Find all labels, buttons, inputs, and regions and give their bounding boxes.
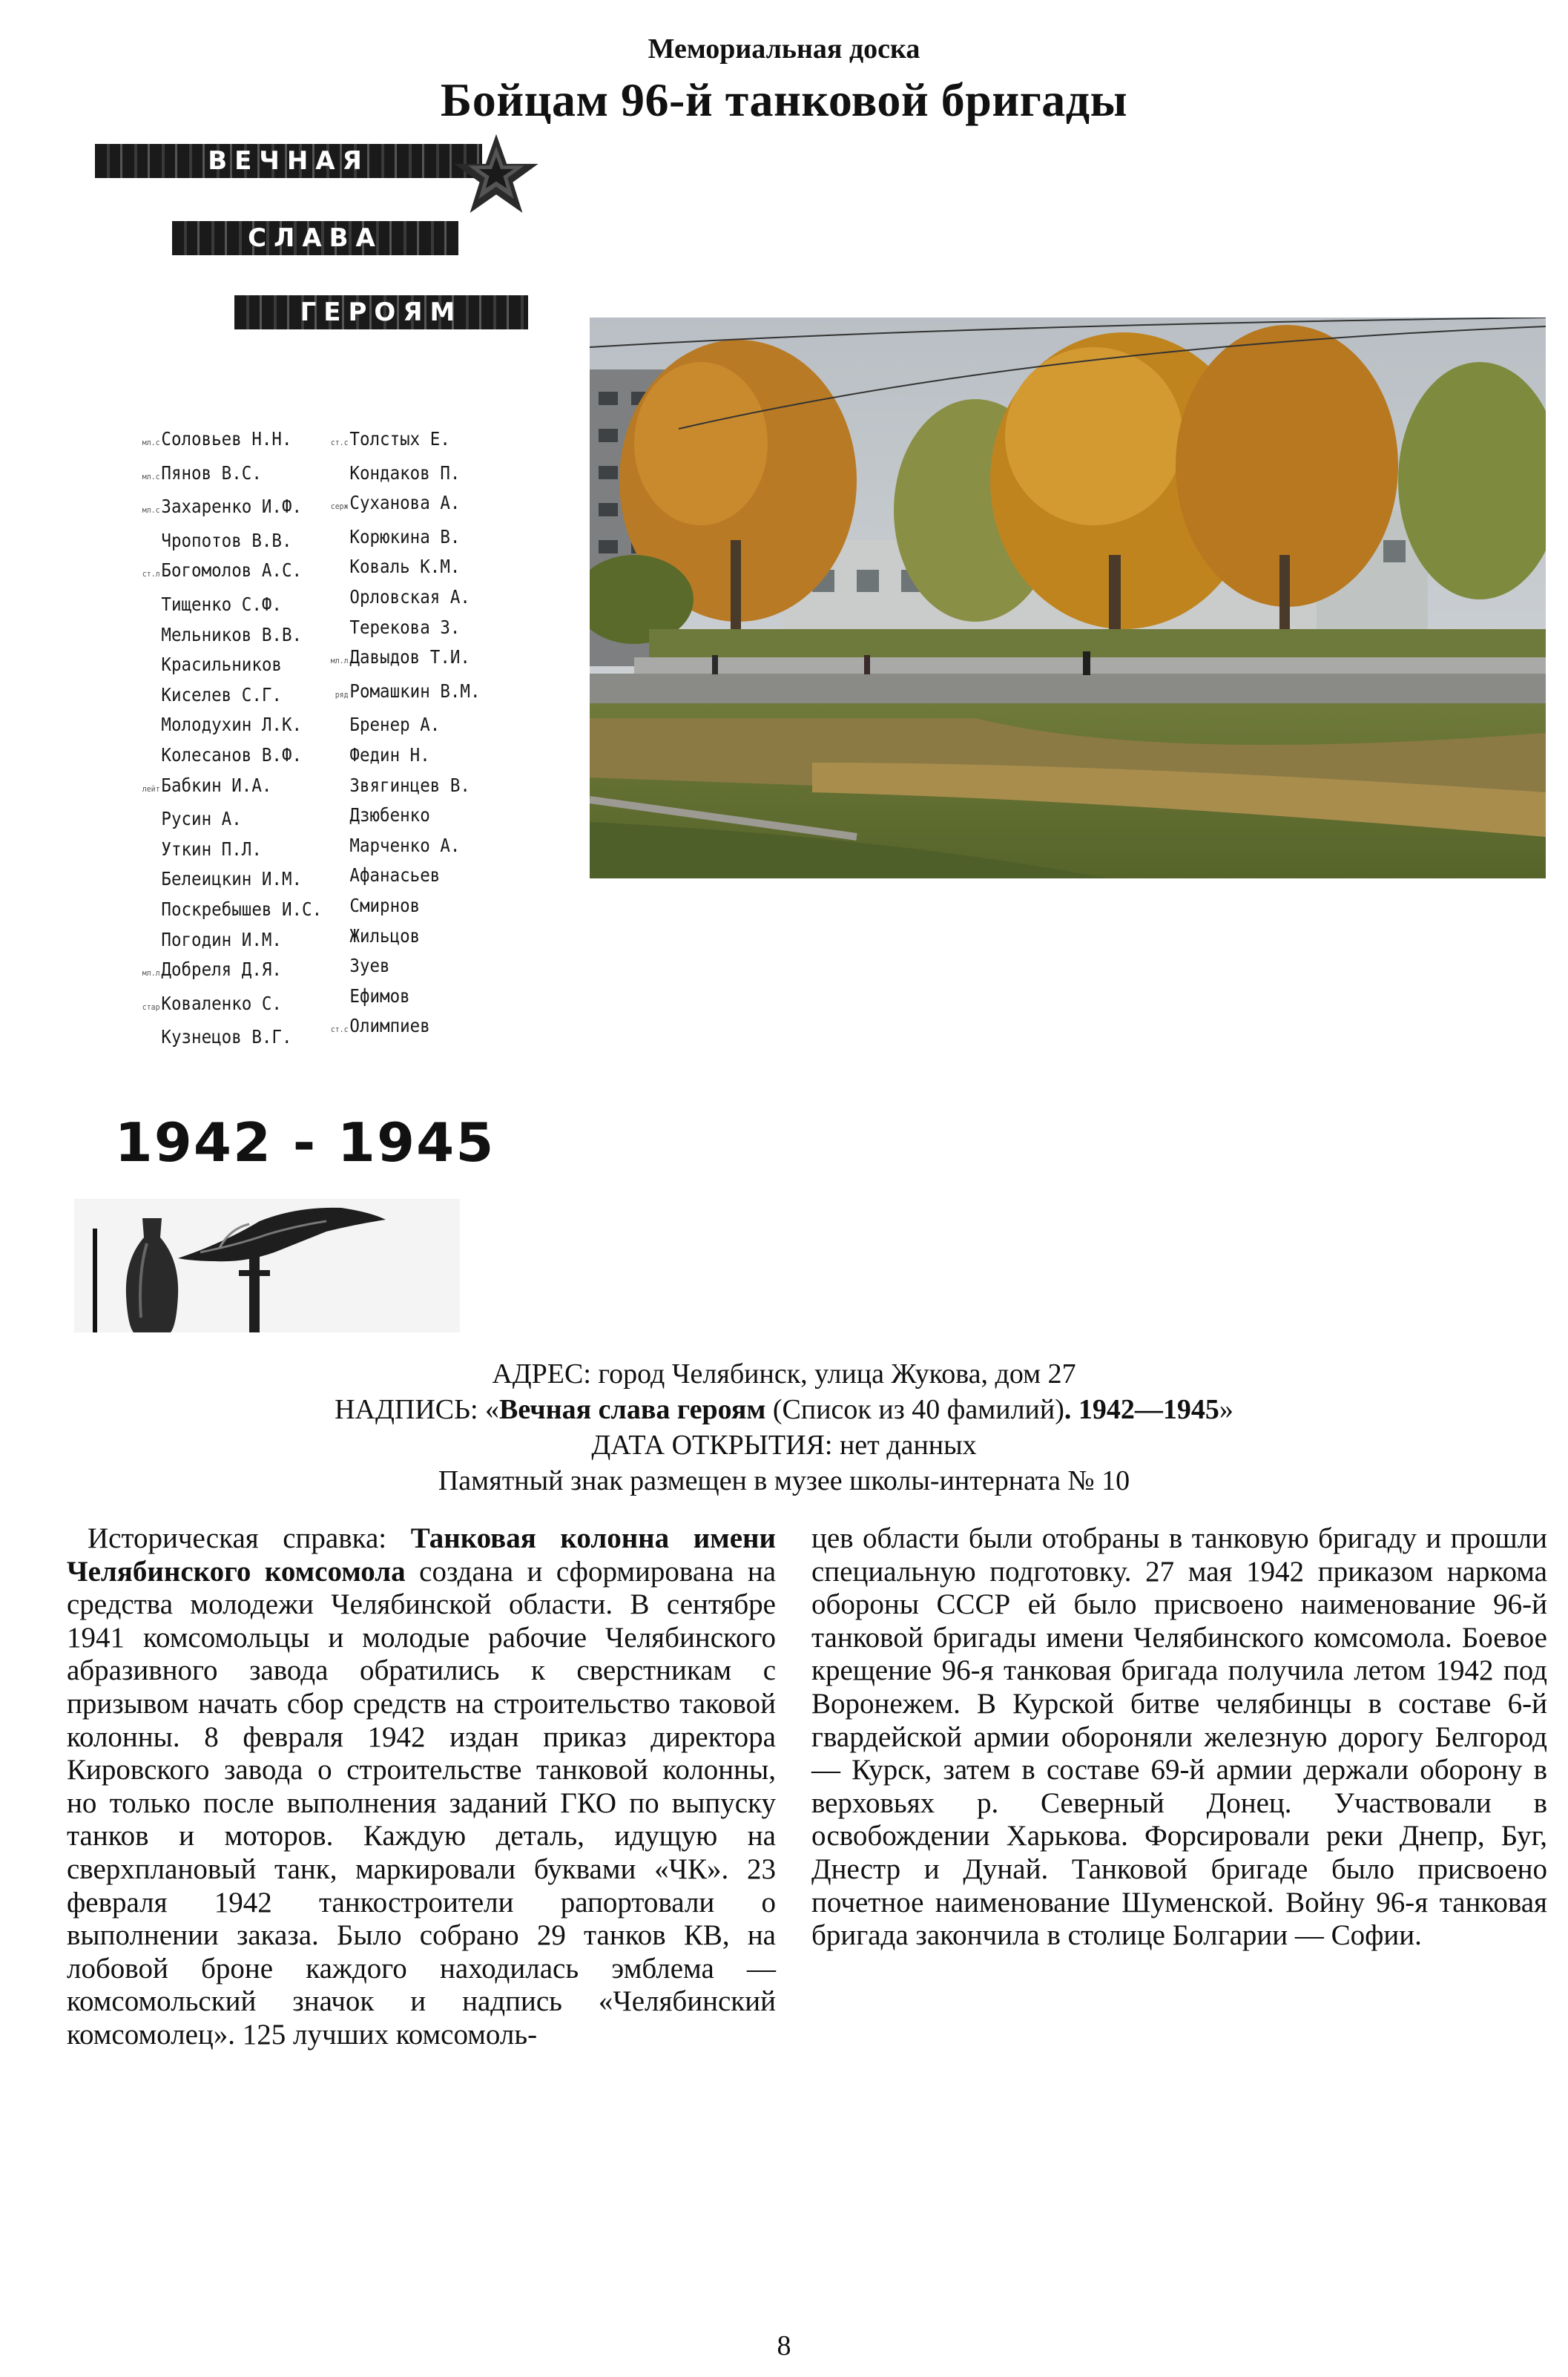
soldier-name: Пянов В.С. [161,461,262,484]
address-line: АДРЕС: город Челябинск, улица Жукова, дом 27 [492,1358,1076,1390]
plaque-name-entry [131,710,322,740]
plaque-name-entry [131,989,322,1023]
plaque-name-entry [319,677,481,711]
soldier-name: Кузнецов В.Г. [161,1026,292,1048]
rank-abbreviation: ст.с [330,1025,349,1035]
soldier-name: Мельников В.В. [161,623,303,645]
soldier-name: Зуев [349,955,390,977]
plaque-name-entry [131,590,322,620]
soldier-name: Давыдов Т.И. [349,646,470,668]
soldier-name: Марченко А. [349,834,461,856]
soldier-name: Красильников [161,654,282,676]
soldier-name: Киселев С.Г. [161,683,282,706]
memorial-plaque-image [74,131,549,1332]
soldier-name: Ефимов [349,984,410,1007]
rank-abbreviation: стар [142,1002,160,1012]
soldier-name: Звягинцев В. [349,774,470,796]
soldier-name: Тищенко С.Ф. [161,593,282,615]
plaque-name-entry [131,925,322,956]
plaque-name-entry [319,522,481,553]
plaque-name-entry [131,804,322,835]
vase-and-flame-emblem-icon [74,1199,460,1332]
plaque-name-entry [131,771,322,805]
rank-abbreviation: ст.л [142,569,160,579]
soldier-name: Федин Н. [349,743,430,766]
names-list-right [319,424,481,1045]
page-kicker: Мемориальная доска [648,33,920,65]
plaque-name-entry [319,458,481,489]
plaque-name-entry [131,492,322,526]
soldier-name: Олимпиев [349,1015,430,1037]
plaque-name-entry [319,424,481,458]
rank-abbreviation: мл.с [142,438,160,447]
soldier-name: Суханова А. [349,492,461,514]
rank-abbreviation: мл.л [330,656,349,666]
soldier-name: Добреля Д.Я. [161,959,282,981]
soldier-name: Соловьев Н.Н. [161,428,292,450]
page-title: Бойцам 96-й танковой бригады [440,73,1128,126]
soldier-name: Молодухин Л.К. [161,714,303,736]
article-column-left: Историческая справка: Танковая колонна имени Челябинского комсомола создана и сформирована на средства молодежи Челябинской области. В сентябре 1941 комсомольцы и молодые рабочие Челябинского абразивного завода обратились к сверстникам с призывом начать сбор средств на строительство таковой колонны. 8 февраля 1942 издан приказ директора Кировского завода о строительстве танковой колонны, но только после выполнения заданий ГКО по выпуску танков и моторов. Каждую деталь, идущую на сверхплановый танк, маркировали буквами «ЧК». 23 февраля 1942 танкостроители рапортовали о выполнении заказа. Было собрано 29 танков КВ, на лобовой броне каждого находилась эмблема — комсомольский значок и надпись «Челябинский комсомолец». 125 лучших комсомоль- [67,1522,776,2051]
plaque-name-entry [131,526,322,556]
plaque-name-entry [131,895,322,925]
plaque-name-entry [319,613,481,643]
soldier-name: Смирнов [349,894,421,916]
plaque-name-entry [319,710,481,740]
rank-abbreviation: мл.с [142,505,160,516]
soldier-name: Афанасьев [349,864,441,887]
star-icon [452,131,540,218]
plaque-name-entry [319,831,481,861]
plaque-name-entry [319,740,481,771]
plaque-name-entry [131,650,322,680]
soldier-name: Чропотов В.В. [161,529,292,551]
plaque-name-entry [319,582,481,613]
opening-date-line: ДАТА ОТКРЫТИЯ: нет данных [591,1430,977,1461]
rank-abbreviation: мл.л [142,968,160,979]
rank-abbreviation: мл.с [142,471,160,481]
plaque-line-3: ГЕРОЯМ [234,295,528,329]
soldier-name: Богомолов А.С. [161,559,303,582]
soldier-name: Толстых Е. [349,428,450,450]
soldier-name: Колесанов В.Ф. [161,743,303,766]
soldier-name: Корюкина В. [349,525,461,548]
soldier-name: Орловская А. [349,585,470,608]
plaque-name-entry [319,552,481,582]
plaque-name-entry [131,740,322,771]
plaque-name-entry [131,864,322,895]
plaque-name-entry [319,771,481,801]
names-list-left [131,424,322,1053]
plaque-name-entry [319,951,481,982]
rank-abbreviation: ст.с [330,438,349,447]
rank-abbreviation: лейт [142,783,160,794]
plaque-name-entry [131,1022,322,1053]
rank-abbreviation: ряд [335,689,349,700]
soldier-name: Жильцов [349,924,421,947]
plaque-name-entry [319,800,481,831]
soldier-name: Кондаков П. [349,461,461,484]
soldier-name: Поскребышев И.С. [161,898,323,920]
plaque-name-entry [131,556,322,590]
plaque-name-entry [319,982,481,1012]
soldier-name: Уткин П.Л. [161,838,262,860]
plaque-name-entry [319,642,481,677]
soldier-name: Терекова З. [349,616,461,638]
plaque-name-entry [319,488,481,522]
plaque-name-entry [131,620,322,651]
plaque-name-entry [131,955,322,989]
soldier-name: Бабкин И.А. [161,774,272,796]
soldier-name: Захаренко И.Ф. [161,496,303,518]
soldier-name: Погодин И.М. [161,928,282,950]
plaque-name-entry [319,861,481,891]
soldier-name: Коваленко С. [161,992,282,1014]
plaque-name-entry [131,835,322,865]
soldier-name: Дзюбенко [349,804,430,826]
museum-line: Памятный знак размещен в музее школы-интерната № 10 [438,1465,1130,1496]
soldier-name: Ромашкин В.М. [349,680,481,702]
soldier-name: Бренер А. [349,714,441,736]
plaque-name-entry [131,458,322,493]
plaque-years: 1942 - 1945 [114,1111,495,1174]
plaque-name-entry [319,921,481,952]
page-number: 8 [777,2330,791,2361]
inscription-line: НАДПИСЬ: «Вечная слава героям (Список из 40 фамилий). 1942—1945» [335,1394,1233,1425]
site-photo [590,318,1546,878]
article-column-right: цев области были отобраны в танковую бригаду и прошли специальную подготовку. 27 мая 1942 приказом наркома обороны СССР ей было присвоено наименование 96-й танковой бригады имени Челябинского комсомола. Боевое крещение 96-я танковая бригада получила летом 1942 под Воронежем. В Курской битве челябинцы в составе 6-й гвардейской армии обороняли железную дорогу Белгород — Курск, затем в составе 69-й армии держали оборону в верховьях р. Северный Донец. Участвовали в освобождении Харькова. Форсировали реки Днепр, Буг, Днестр и Дунай. Танковой бригаде было присвоено почетное наименование Шуменской. Войну 96-я танковая бригада закончила в столице Болгарии — Софии. [811,1522,1547,1952]
soldier-name: Русин А. [161,808,242,830]
plaque-name-entry [319,1011,481,1045]
plaque-line-2: СЛАВА [172,221,458,255]
soldier-name: Белеицкин И.М. [161,868,303,890]
soldier-name: Коваль К.М. [349,556,461,578]
plaque-name-entry [131,424,322,458]
plaque-name-entry [131,680,322,711]
plaque-line-1: ВЕЧНАЯ [95,144,482,178]
rank-abbreviation: серж [330,502,349,512]
plaque-name-entry [319,891,481,921]
